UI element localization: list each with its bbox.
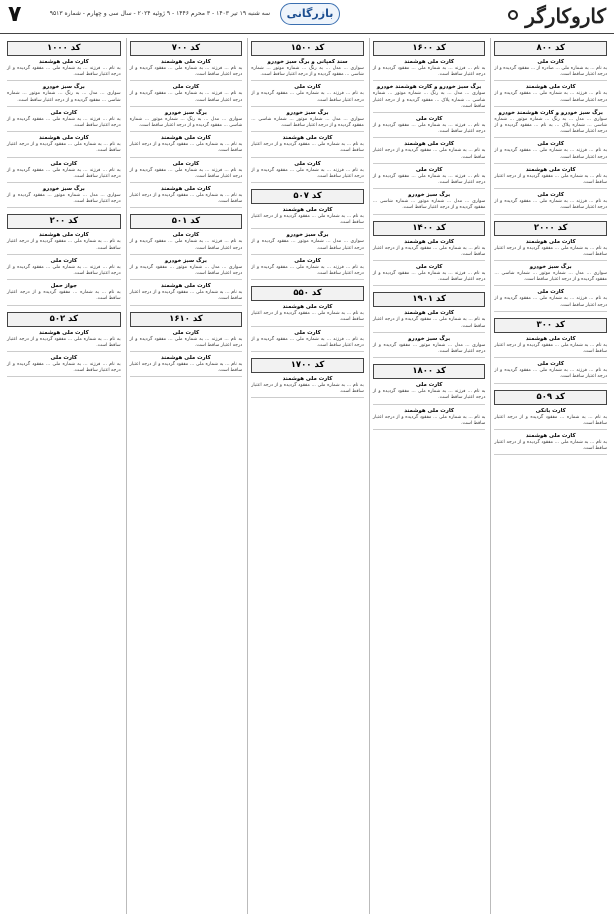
ad-body: به نام ... فرزند ... به شماره ملی ... مفقود گردیده و از درجه اعتبار ساقط است. <box>372 66 486 78</box>
classified-ad <box>494 408 607 430</box>
classified-columns <box>4 38 610 914</box>
ad-title: کارت ملی هوشمند <box>38 135 89 142</box>
ad-divider <box>494 454 607 455</box>
ad-body: به نام ... به شماره ملی ... مفقود گردیده و از درجه اعتبار ساقط است. <box>251 383 364 395</box>
ad-title: برگ سبز خودرو <box>286 232 329 239</box>
ad-body: به نام ... به شماره ملی ... مفقود گردیده و از درجه اعتبار ساقط است. <box>494 440 607 452</box>
ad-body: به نام ... فرزند ... به شماره ملی ... مفقود گردیده و از درجه اعتبار ساقط است. <box>129 66 243 78</box>
classified-ad <box>7 330 121 352</box>
ad-title: کارت ملی هوشمند <box>161 135 211 142</box>
ad-body: به نام ... به شماره ملی ... مفقود گردیده و از درجه اعتبار ساقط است. <box>494 342 607 355</box>
classified-ad <box>373 382 486 404</box>
ad-divider <box>251 254 364 255</box>
ad-body: به نام ... به شماره ملی ... صادره از ... مفقود گردیده و از درجه اعتبار ساقط است. <box>494 66 607 78</box>
ad-body: به نام ... فرزند ... به شماره ملی ... مفقود گردیده و از درجه اعتبار ساقط است. <box>372 123 486 135</box>
ad-divider <box>7 106 121 107</box>
ad-body: به نام ... فرزند ... به شماره ملی ... مفقود گردیده و از درجه اعتبار ساقط است. <box>251 91 364 103</box>
ad-title: کارت ملی هوشمند <box>404 238 454 245</box>
classified-ad <box>494 289 607 311</box>
ad-title: کارت ملی هوشمند <box>38 59 89 65</box>
ad-divider <box>494 188 607 189</box>
ad-body: به نام ... به شماره ملی ... مفقود گردیده و از درجه اعتبار ساقط است. <box>129 362 243 374</box>
ad-body: سواری ... مدل ... شماره موتور ... شماره شاسی ... مفقود گردیده و از درجه اعتبار ساقط است. <box>372 199 486 211</box>
classified-ad <box>494 141 607 163</box>
ad-divider <box>251 80 364 81</box>
ad-title: کارت ملی هوشمند <box>525 238 576 245</box>
category-code-header: کد ۱۹۰۱ <box>373 292 486 307</box>
ad-divider <box>373 332 486 333</box>
classified-ad <box>130 59 243 81</box>
category-code-header: کد ۳۰۰ <box>494 318 607 333</box>
classified-ad <box>251 207 364 229</box>
ad-divider <box>130 131 243 132</box>
ad-title: برگ سبز خودرو <box>164 109 207 116</box>
ad-body: به نام ... به شماره ملی ... مفقود گردیده و از درجه اعتبار ساقط است. <box>494 245 607 257</box>
ad-title: کارت ملی <box>294 160 321 167</box>
ad-title: کارت ملی <box>415 382 443 389</box>
classified-ad <box>494 59 607 81</box>
ad-divider <box>494 383 607 384</box>
ad-body: سواری ... مدل ... شماره موتور ... مفقود گردیده و از درجه اعتبار ساقط است. <box>372 342 486 355</box>
ad-title: کارت ملی <box>50 109 78 116</box>
ad-body: به نام ... فرزند ... به شماره ملی ... مفقود گردیده و از درجه اعتبار ساقط است. <box>7 264 121 277</box>
ad-body: سواری ... مدل ... به رنگ ... شماره موتور ... شماره شاسی ... مفقود گردیده و از درجه اعتبار ساقط است. <box>129 116 243 129</box>
ad-body: به نام ... فرزند ... به شماره ملی ... مفقود گردیده و از درجه اعتبار ساقط است. <box>251 167 364 179</box>
ad-divider <box>130 254 243 255</box>
ad-title: کارت ملی <box>415 264 443 271</box>
classified-ad <box>7 84 121 106</box>
ad-divider <box>494 429 607 430</box>
ad-divider <box>494 357 607 358</box>
ad-body: به نام ... به شماره ملی ... مفقود گردیده و از درجه اعتبار ساقط است. <box>7 142 121 154</box>
ad-divider <box>7 305 121 306</box>
ad-body: به نام ... به شماره ملی ... مفقود گردیده و از درجه اعتبار ساقط است. <box>372 414 486 426</box>
ad-body: به نام ... به شماره ملی ... مفقود گردیده و از درجه اعتبار ساقط است. <box>7 239 121 251</box>
classified-ad <box>373 310 486 332</box>
classified-ad <box>373 336 486 358</box>
ad-body: به نام ... به شماره ملی ... مفقود گردیده و از درجه اعتبار ساقط است. <box>372 148 486 160</box>
ad-divider <box>494 80 607 81</box>
ad-title: برگ سبز خودرو <box>529 264 572 271</box>
ad-divider <box>373 285 486 286</box>
ad-title: کارت ملی <box>294 329 321 336</box>
logo-mark-icon <box>508 10 518 20</box>
category-code-header: کد ۵۰۷ <box>251 189 364 204</box>
ad-title: کارت ملی <box>172 232 200 239</box>
ad-title: کارت ملی هوشمند <box>404 141 454 148</box>
ad-title: کارت بانکی <box>535 407 566 414</box>
classified-ad <box>373 167 486 189</box>
ad-title: کارت ملی هوشمند <box>161 186 211 193</box>
column-2 <box>369 38 489 914</box>
newspaper-logo: کاروکارگر <box>525 4 606 28</box>
ad-divider <box>7 207 121 208</box>
ad-title: برگ سبز خودرو <box>42 84 85 91</box>
ad-title: کارت ملی هوشمند <box>161 355 211 362</box>
classified-ad <box>130 330 243 352</box>
ad-title: کارت ملی <box>537 192 564 199</box>
ad-body: به نام ... فرزند ... به شماره ملی ... مفقود گردیده و از درجه اعتبار ساقط است. <box>129 167 243 179</box>
ad-title: کارت ملی <box>172 329 200 336</box>
category-code-header: کد ۵۰۹ <box>494 390 607 405</box>
classified-ad <box>7 161 121 183</box>
ad-divider <box>494 106 607 107</box>
ad-body: به نام ... فرزند ... به شماره ملی ... مفقود گردیده و از درجه اعتبار ساقط است. <box>372 173 486 186</box>
ad-divider <box>130 351 243 352</box>
ad-title: کارت ملی <box>50 257 78 264</box>
ad-body: به نام ... فرزند ... به شماره ملی ... مفقود گردیده و از درجه اعتبار ساقط است. <box>494 91 607 103</box>
ad-body: سواری ... مدل ... شماره موتور ... شماره شاسی ... مفقود گردیده و از درجه اعتبار ساقط است. <box>251 116 364 129</box>
classified-ad <box>7 135 121 157</box>
ad-divider <box>494 214 607 215</box>
classified-ad <box>373 408 486 430</box>
section-badge: بازرگانی <box>280 3 340 25</box>
classified-ad <box>494 264 607 286</box>
classified-ad <box>373 264 486 286</box>
ad-title: کارت ملی هوشمند <box>525 433 576 440</box>
ad-body: سواری ... مدل ... شماره موتور ... مفقود گردیده و از درجه اعتبار ساقط است. <box>251 239 364 251</box>
classified-ad <box>251 161 364 183</box>
ad-title: کارت ملی هوشمند <box>525 335 576 342</box>
ad-body: به نام ... به شماره ملی ... مفقود گردیده و از درجه اعتبار ساقط است. <box>129 142 243 154</box>
ad-divider <box>7 157 121 158</box>
ad-title: کارت ملی <box>294 257 321 264</box>
classified-ad <box>373 239 486 261</box>
classified-ad <box>373 84 486 113</box>
category-code-header: کد ۵۰۲ <box>7 312 121 327</box>
ad-title: کارت ملی هوشمند <box>404 59 454 65</box>
category-code-header: کد ۵۰۱ <box>130 214 243 229</box>
classified-ad <box>494 84 607 106</box>
ad-body: به نام ... به شماره ... مفقود گردیده و از درجه اعتبار ساقط است. <box>7 290 121 302</box>
ad-divider <box>373 429 486 430</box>
ad-divider <box>130 376 243 377</box>
ad-body: به نام ... فرزند ... به شماره ملی ... مفقود گردیده و از درجه اعتبار ساقط است. <box>7 66 121 78</box>
ad-divider <box>7 351 121 352</box>
classified-ad <box>494 433 607 455</box>
ad-title: سند کمپانی و برگ سبز خودرو <box>267 59 348 65</box>
ad-body: به نام ... به شماره ملی ... مفقود گردیده و از درجه اعتبار ساقط است. <box>251 214 364 226</box>
classified-ad <box>130 258 243 280</box>
classified-ad <box>7 355 121 377</box>
ad-body: به نام ... فرزند ... به شماره ملی ... مفقود گردیده و از درجه اعتبار ساقط است. <box>7 116 121 129</box>
ad-divider <box>130 80 243 81</box>
ad-body: به نام ... به شماره ملی ... مفقود گردیده و از درجه اعتبار ساقط است. <box>251 311 364 323</box>
classified-ad <box>130 355 243 377</box>
ad-title: برگ سبز خودرو <box>408 335 451 342</box>
ad-body: به نام ... فرزند ... به شماره ملی ... مفقود گردیده و از درجه اعتبار ساقط است. <box>494 296 607 308</box>
ad-divider <box>494 260 607 261</box>
classified-ad <box>7 186 121 208</box>
ad-title: کارت ملی هوشمند <box>282 207 333 214</box>
ad-title: کارت ملی هوشمند <box>525 84 576 91</box>
ad-divider <box>251 228 364 229</box>
ad-divider <box>251 106 364 107</box>
ad-divider <box>373 260 486 261</box>
column-5 <box>4 38 124 914</box>
ad-body: به نام ... فرزند ... به شماره ملی ... مفقود گردیده و از درجه اعتبار ساقط است. <box>7 362 121 374</box>
ad-title: کارت ملی هوشمند <box>282 135 333 142</box>
classified-ad <box>7 283 121 305</box>
classified-ad <box>251 330 364 352</box>
ad-body: به نام ... فرزند ... به شماره ملی ... مفقود گردیده و از درجه اعتبار ساقط است. <box>494 368 607 380</box>
ad-body: به نام ... به شماره ملی ... مفقود گردیده و از درجه اعتبار ساقط است. <box>372 317 486 329</box>
column-1 <box>490 38 610 914</box>
column-3 <box>247 38 367 914</box>
ad-body: به نام ... فرزند ... به شماره ملی ... مفقود گردیده و از درجه اعتبار ساقط است. <box>494 148 607 160</box>
classified-ad <box>130 186 243 208</box>
ad-body: به نام ... فرزند ... به شماره ملی ... مفقود گردیده و از درجه اعتبار ساقط است. <box>494 199 607 211</box>
column-4 <box>126 38 246 914</box>
ad-body: به نام ... فرزند ... به شماره ملی ... مفقود گردیده و از درجه اعتبار ساقط است. <box>129 91 243 103</box>
classified-ad <box>7 59 121 81</box>
category-code-header: کد ۷۰۰ <box>130 41 243 56</box>
classified-ad <box>130 161 243 183</box>
ad-title: برگ سبز خودرو و کارت هوشمند خودرو <box>498 109 603 116</box>
category-code-header: کد ۲۰۰ <box>7 214 121 229</box>
category-code-header: کد ۱۰۰۰ <box>7 41 121 56</box>
classified-ad <box>251 110 364 132</box>
ad-body: به نام ... فرزند ... به شماره ملی ... مفقود گردیده و از درجه اعتبار ساقط است. <box>372 271 486 283</box>
ad-title: کارت ملی <box>537 141 564 148</box>
ad-title: برگ سبز خودرو و کارت هوشمند خودرو <box>376 84 482 91</box>
classified-ad <box>251 232 364 254</box>
ad-body: سواری ... مدل ... به رنگ ... شماره موتور ... شماره شاسی ... مفقود گردیده و از درجه اعتبار ساقط است. <box>7 91 121 103</box>
ad-body: به نام ... فرزند ... به شماره ملی ... مفقود گردیده و از درجه اعتبار ساقط است. <box>129 336 243 348</box>
ad-body: به نام ... فرزند ... به شماره ملی ... مفقود گردیده و از درجه اعتبار ساقط است. <box>251 264 364 277</box>
ad-title: کارت ملی هوشمند <box>38 232 89 239</box>
ad-title: برگ سبز خودرو <box>42 186 85 193</box>
ad-body: سواری ... مدل ... به رنگ ... شماره موتور ... شماره شاسی ... شماره پلاک ... مفقود گردیده و از درجه اعتبار ساقط است. <box>372 91 486 109</box>
ad-divider <box>7 80 121 81</box>
ad-title: کارت ملی <box>537 289 564 296</box>
classified-ad <box>373 192 486 214</box>
classified-ad <box>251 304 364 326</box>
ad-divider <box>373 357 486 358</box>
ad-divider <box>251 182 364 183</box>
classified-ad <box>494 192 607 214</box>
ad-divider <box>7 131 121 132</box>
category-code-header: کد ۱۵۰۰ <box>251 41 364 56</box>
ad-divider <box>373 137 486 138</box>
category-code-header: کد ۱۶۰۰ <box>373 41 486 56</box>
ad-body: به نام ... فرزند ... به شماره ملی ... مفقود گردیده و از درجه اعتبار ساقط است. <box>251 336 364 348</box>
ad-divider <box>251 351 364 352</box>
ad-title: کارت ملی <box>294 84 321 91</box>
ad-body: به نام ... به شماره ملی ... مفقود گردیده و از درجه اعتبار ساقط است. <box>494 173 607 186</box>
ad-divider <box>373 214 486 215</box>
ad-divider <box>130 207 243 208</box>
ad-divider <box>494 311 607 312</box>
ad-divider <box>373 404 486 405</box>
ad-body: به نام ... به شماره ... مفقود گردیده و از درجه اعتبار ساقط است. <box>494 414 607 426</box>
ad-title: کارت ملی <box>415 166 443 173</box>
ad-body: به نام ... به شماره ملی ... مفقود گردیده و از درجه اعتبار ساقط است. <box>129 290 243 302</box>
ad-title: برگ سبز خودرو <box>164 257 207 264</box>
ad-body: به نام ... فرزند ... به شماره ملی ... مفقود گردیده و از درجه اعتبار ساقط است. <box>7 167 121 179</box>
ad-divider <box>130 279 243 280</box>
classified-ad <box>494 361 607 383</box>
classified-ad <box>251 59 364 81</box>
ad-divider <box>373 188 486 189</box>
ad-divider <box>7 376 121 377</box>
classified-ad <box>7 232 121 254</box>
ad-divider <box>494 137 607 138</box>
ad-divider <box>494 163 607 164</box>
category-code-header: کد ۱۶۱۰ <box>130 312 243 327</box>
issue-date-line: سه شنبه ۱۹ تیر ۱۴۰۳ - ۳ محرم ۱۴۴۶ - ۹ ژوئیه ۲۰۲۴ - سال سی و چهارم - شماره ۹۵۱۳ <box>49 10 270 17</box>
ad-title: کارت ملی هوشمند <box>282 376 333 383</box>
ad-divider <box>251 326 364 327</box>
masthead <box>0 0 614 34</box>
ad-title: کارت ملی <box>172 160 200 167</box>
ad-body: سواری ... مدل ... به رنگ ... شماره موتور ... شماره شاسی ... شماره پلاک ... به نام ... مفقود گردیده و از درجه اعتبار ساقط است. <box>494 116 607 135</box>
ad-title: کارت ملی <box>415 116 443 123</box>
ad-title: کارت ملی <box>50 355 78 362</box>
page-number: ۷ <box>8 2 22 27</box>
ad-body: به نام ... به شماره ملی ... مفقود گردیده و از درجه اعتبار ساقط است. <box>7 336 121 348</box>
ad-title: برگ سبز خودرو <box>286 109 329 116</box>
classified-ad <box>373 141 486 163</box>
classified-ad <box>251 135 364 157</box>
ad-divider <box>130 305 243 306</box>
ad-divider <box>494 285 607 286</box>
ad-divider <box>130 106 243 107</box>
classified-ad <box>494 239 607 261</box>
ad-body: به نام ... به شماره ملی ... مفقود گردیده و از درجه اعتبار ساقط است. <box>129 193 243 205</box>
ad-divider <box>251 279 364 280</box>
ad-divider <box>251 397 364 398</box>
ad-title: کارت ملی <box>537 361 564 368</box>
ad-divider <box>251 131 364 132</box>
ad-body: به نام ... فرزند ... به شماره ملی ... مفقود گردیده و از درجه اعتبار ساقط است. <box>129 239 243 251</box>
ad-divider <box>251 157 364 158</box>
ad-body: سواری ... مدل ... به رنگ ... شماره موتور ... شماره شاسی ... مفقود گردیده و از درجه اعتبار ساقط است. <box>251 66 364 78</box>
ad-title: کارت ملی هوشمند <box>161 59 211 65</box>
classified-ad <box>494 167 607 189</box>
ad-divider <box>7 182 121 183</box>
classified-ad <box>130 283 243 305</box>
category-code-header: کد ۱۸۰۰ <box>373 364 486 379</box>
category-code-header: کد ۱۴۰۰ <box>373 221 486 236</box>
ad-body: سواری ... مدل ... شماره موتور ... مفقود گردیده و از درجه اعتبار ساقط است. <box>7 193 121 205</box>
category-code-header: کد ۸۰۰ <box>494 41 607 56</box>
ad-body: به نام ... به شماره ملی ... مفقود گردیده و از درجه اعتبار ساقط است. <box>372 245 486 257</box>
ad-body: سواری ... مدل ... شماره موتور ... شماره شاسی ... مفقود گردیده و از درجه اعتبار ساقط است. <box>494 271 607 283</box>
ad-title: کارت ملی هوشمند <box>38 329 89 336</box>
classified-ad <box>494 336 607 358</box>
classified-ad <box>130 110 243 132</box>
classified-ad <box>130 84 243 106</box>
ad-divider <box>373 163 486 164</box>
ad-title: کارت ملی هوشمند <box>282 304 333 311</box>
classified-ad <box>130 232 243 254</box>
ad-body: سواری ... مدل ... شماره موتور ... مفقود گردیده و از درجه اعتبار ساقط است. <box>129 264 243 277</box>
classified-ad <box>251 376 364 398</box>
classified-ad <box>251 258 364 280</box>
ad-divider <box>130 157 243 158</box>
ad-title: جواز حمل <box>50 283 78 290</box>
ad-title: کارت ملی هوشمند <box>161 283 211 290</box>
classified-ad <box>130 135 243 157</box>
ad-title: کارت ملی هوشمند <box>404 407 454 414</box>
classified-ad <box>373 59 486 81</box>
classified-ad <box>7 258 121 280</box>
classified-ad <box>373 116 486 138</box>
ad-divider <box>130 182 243 183</box>
ad-title: کارت ملی <box>172 84 200 91</box>
category-code-header: کد ۵۵۰ <box>251 286 364 301</box>
ad-title: کارت ملی <box>50 160 78 167</box>
classified-ad <box>7 110 121 132</box>
ad-title: کارت ملی <box>537 59 564 65</box>
ad-divider <box>7 279 121 280</box>
category-code-header: کد ۲۰۰۰ <box>494 221 607 236</box>
ad-title: کارت ملی هوشمند <box>525 166 576 173</box>
ad-title: برگ سبز خودرو <box>408 192 451 199</box>
ad-divider <box>7 254 121 255</box>
ad-body: به نام ... به شماره ملی ... مفقود گردیده و از درجه اعتبار ساقط است. <box>251 142 364 154</box>
ad-title: کارت ملی هوشمند <box>404 310 454 317</box>
ad-divider <box>373 80 486 81</box>
ad-body: به نام ... فرزند ... به شماره ملی ... مفقود گردیده و از درجه اعتبار ساقط است. <box>372 389 486 401</box>
category-code-header: کد ۱۷۰۰ <box>251 358 364 373</box>
ad-divider <box>373 112 486 113</box>
classified-ad <box>251 84 364 106</box>
classified-ad <box>494 110 607 139</box>
